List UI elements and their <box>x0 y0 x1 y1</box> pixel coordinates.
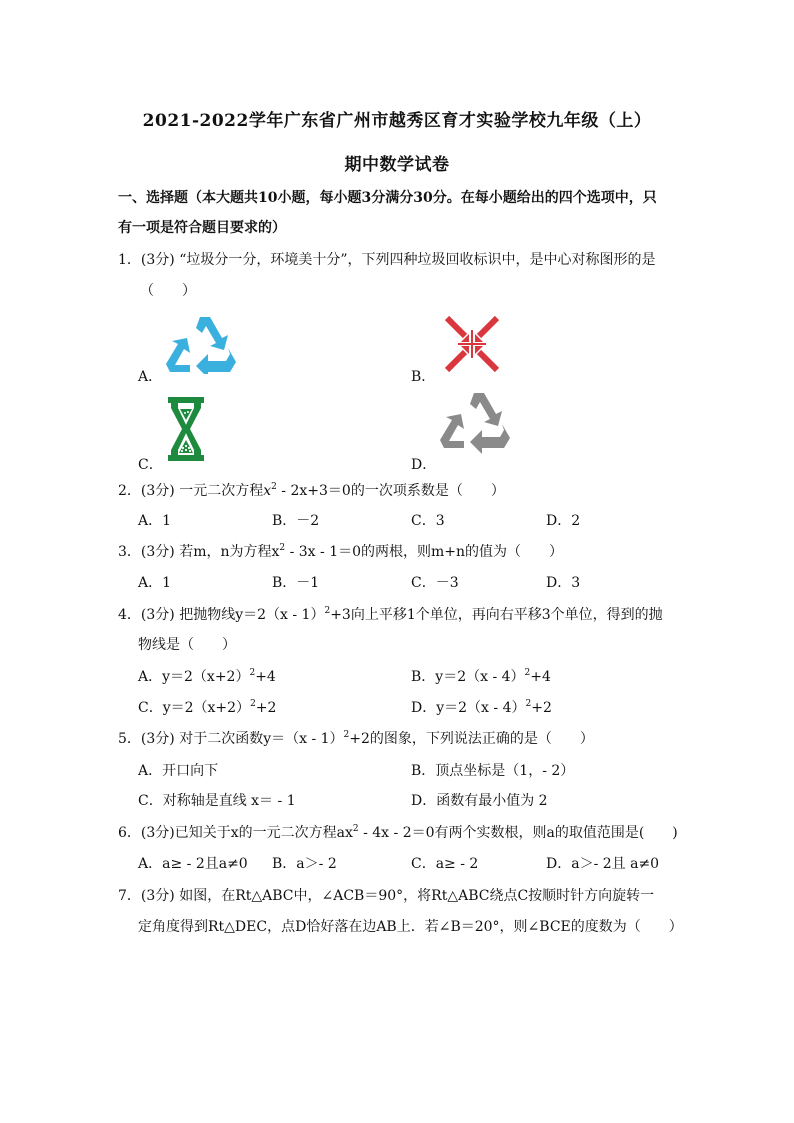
q4-option-d[interactable] <box>411 697 552 717</box>
q4-option-b-tail: +4 <box>530 669 551 685</box>
q4-option-c-exponent: 2 <box>250 699 256 709</box>
q2-option-b[interactable]: B．－2 <box>272 513 320 529</box>
q5-option-c[interactable]: C．对称轴是直线 x＝ - 1 <box>138 793 296 809</box>
q6-option-c[interactable]: C．a≥ - 2 <box>411 856 479 872</box>
q3-stem <box>118 541 563 561</box>
q4-option-b[interactable] <box>411 666 551 686</box>
inward-arrows-x-icon <box>445 316 499 372</box>
q5-stem <box>118 728 594 748</box>
q3-stem-prefix: 3．(3分) 若m，n为方程x <box>118 544 280 560</box>
q2-exponent: 2 <box>271 482 277 492</box>
q4-stem-line1 <box>118 604 663 624</box>
q4-exponent: 2 <box>324 606 331 616</box>
q6-stem-rest: - 4x - 2＝0有两个实数根，则a的取值范围是( ) <box>358 825 678 841</box>
q5-stem-prefix: 5．(3分) 对于二次函数y＝（x - 1） <box>118 731 344 747</box>
q1-option-a-label[interactable]: A． <box>138 369 163 385</box>
q5-exponent: 2 <box>343 730 350 740</box>
q1-stem-line2: （ ） <box>140 283 196 299</box>
q1-option-c-label[interactable]: C． <box>138 457 163 473</box>
q7-stem-line1: 7．(3分) 如图，在Rt△ABC中，∠ACB＝90°，将Rt△ABC绕点C按顺时针方向旋转一 <box>118 888 655 904</box>
q4-option-a-tail: +4 <box>255 669 276 685</box>
exam-title-line1: 2021-2022学年广东省广州市越秀区育才实验学校九年级（上） <box>142 111 652 131</box>
q5-option-d[interactable]: D．函数有最小值为 2 <box>411 793 548 809</box>
q4-option-a-exponent: 2 <box>249 668 256 678</box>
q1-option-b-label[interactable]: B． <box>411 369 436 385</box>
q6-exponent: 2 <box>352 824 359 834</box>
q3-option-c[interactable]: C．－3 <box>411 575 459 591</box>
q4-option-c-tail: +2 <box>255 700 277 716</box>
section-heading-line2: 有一项是符合题目要求的） <box>118 220 286 236</box>
q2-option-a[interactable]: A．1 <box>138 513 172 529</box>
q3-stem-rest: - 3x - 1＝0的两根，则m+n的值为（ ） <box>285 544 564 560</box>
recycle-triangle-icon <box>166 314 240 374</box>
q4-option-c[interactable] <box>138 697 276 717</box>
q2-stem <box>118 480 505 500</box>
q6-option-b[interactable]: B．a＞- 2 <box>272 856 337 872</box>
q3-option-a[interactable]: A．1 <box>138 575 172 591</box>
q4-option-d-text: D．y＝2（x - 4） <box>411 700 526 716</box>
q1-stem-line1: 1．(3分) “垃圾分一分，环境美十分”，下列四种垃圾回收标识中，是中心对称图形的是 <box>118 252 656 268</box>
q4-option-b-exponent: 2 <box>524 668 531 678</box>
q6-option-d[interactable]: D．a＞- 2且 a≠0 <box>546 856 660 872</box>
q3-option-b[interactable]: B．－1 <box>272 575 320 591</box>
q5-option-a[interactable]: A．开口向下 <box>138 763 219 779</box>
recycle-triangle-icon <box>440 390 514 456</box>
q4-option-d-exponent: 2 <box>525 699 532 709</box>
q5-option-b[interactable]: B．顶点坐标是（1，- 2） <box>411 763 575 779</box>
q2-option-c[interactable]: C．3 <box>411 513 445 529</box>
q6-stem <box>118 822 678 842</box>
q4-stem-prefix: 4．(3分) 把抛物线y＝2（x - 1） <box>118 607 325 623</box>
q1-option-d-label[interactable]: D． <box>411 457 437 473</box>
hourglass-icon <box>166 396 206 462</box>
q6-stem-prefix: 6．(3分)已知关于x的一元二次方程ax <box>118 825 353 841</box>
section-heading-line1: 一、选择题（本大题共10小题，每小题3分满分30分。在每小题给出的四个选项中，只 <box>118 190 657 206</box>
q4-stem-rest: +3向上平移1个单位，再向右平移3个单位，得到的抛 <box>330 607 663 623</box>
exam-title-line2: 期中数学试卷 <box>344 155 450 175</box>
q4-stem-line2: 物线是（ ） <box>138 637 236 653</box>
q3-option-d[interactable]: D．3 <box>546 575 581 591</box>
q2-stem-rest: - 2x+3＝0的一次项系数是（ ） <box>276 483 505 499</box>
q4-option-a-text: A．y＝2（x+2） <box>138 669 250 685</box>
q4-option-c-text: C．y＝2（x+2） <box>138 700 251 716</box>
q2-stem-prefix: 2．(3分) 一元二次方程 <box>118 483 264 499</box>
q2-variable: x <box>263 483 272 499</box>
q7-stem-line2: 定角度得到Rt△DEC，点D恰好落在边AB上．若∠B＝20°，则∠BCE的度数为（ ） <box>138 919 683 935</box>
q4-option-d-tail: +2 <box>531 700 552 716</box>
q2-option-d[interactable]: D．2 <box>546 513 581 529</box>
q4-option-a[interactable] <box>138 666 276 686</box>
q3-exponent: 2 <box>279 543 286 553</box>
q4-option-b-text: B．y＝2（x - 4） <box>411 669 525 685</box>
q5-stem-rest: +2的图象，下列说法正确的是（ ） <box>349 731 594 747</box>
q6-option-a[interactable]: A．a≥ - 2且a≠0 <box>138 856 248 872</box>
